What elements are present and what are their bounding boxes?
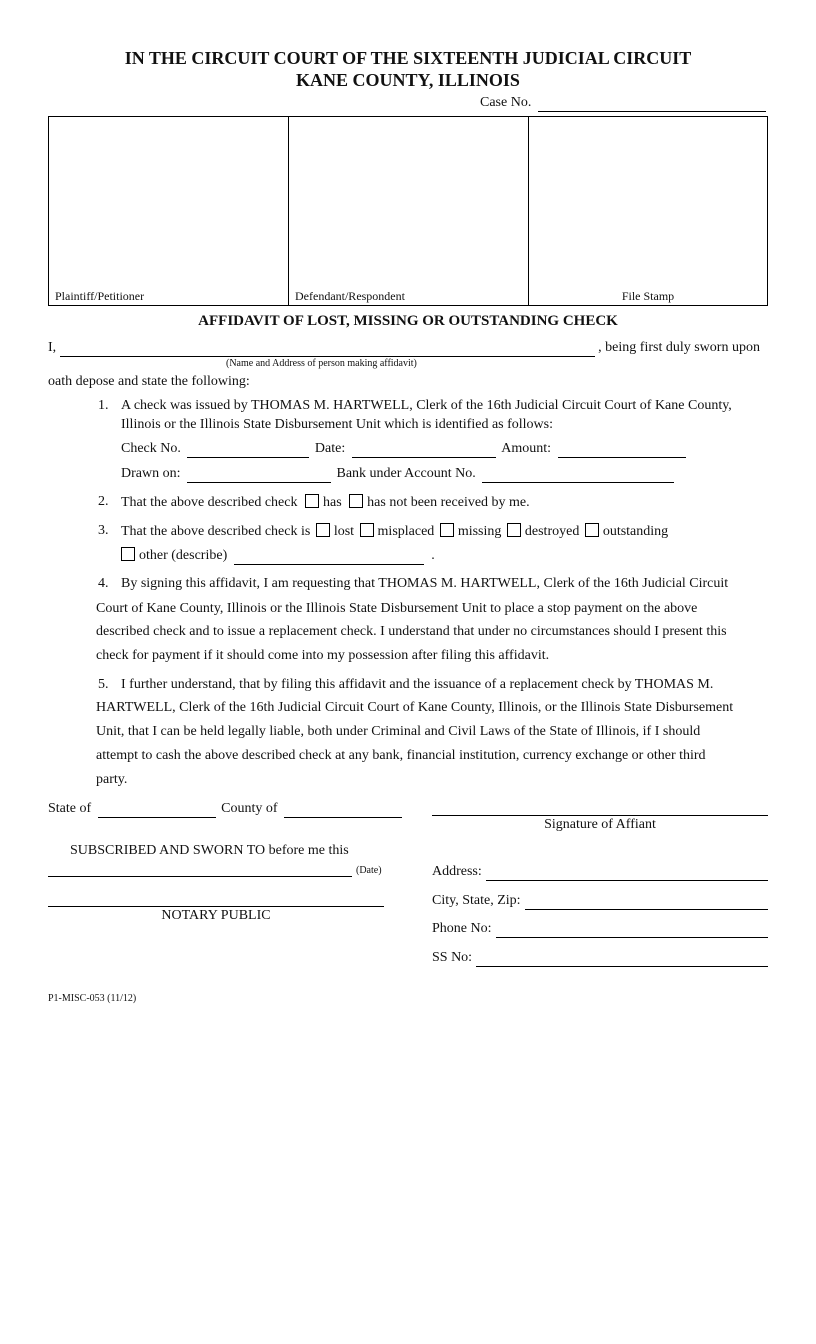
item5-line4: attempt to cash the above described check at any bank, financial institution, currency exchange or other third	[96, 748, 706, 763]
destroyed-label: destroyed	[524, 524, 580, 539]
address-row	[432, 864, 768, 881]
plaintiff-cell[interactable]	[49, 117, 289, 305]
misplaced-label: misplaced	[377, 524, 435, 539]
has-checkbox[interactable]	[305, 494, 319, 508]
item5-line2: HARTWELL, Clerk of the 16th Judicial Circuit Court of Kane County, Illinois, or the Illinois State Disbursement	[96, 700, 734, 715]
intro-row	[48, 340, 768, 357]
case-no-field[interactable]	[538, 95, 766, 112]
item5-line5: party.	[96, 772, 128, 787]
notary-signature-field[interactable]	[48, 892, 384, 907]
caption-box	[48, 116, 768, 306]
affiant-signature-label: Signature of Affiant	[544, 817, 656, 832]
has-not-checkbox[interactable]	[349, 494, 363, 508]
item1-line2: Illinois or the Illinois State Disbursement Unit which is identified as follows:	[121, 417, 554, 432]
item4-line2: Court of Kane County, Illinois or the Illinois State Disbursement Unit to place a stop payment on the above	[96, 601, 698, 616]
defendant-label: Defendant/Respondent	[295, 289, 405, 303]
item3-number: 3.	[98, 523, 109, 538]
lost-checkbox[interactable]	[316, 523, 330, 537]
item5-line3: Unit, that I can be held legally liable, both under Criminal and Civil Laws of the State of Illinois, if I should	[96, 724, 701, 739]
drawn-on-field[interactable]	[187, 466, 331, 483]
phone-label: Phone No:	[432, 921, 492, 936]
outstanding-checkbox[interactable]	[585, 523, 599, 537]
ss-label: SS No:	[432, 950, 473, 965]
phone-field[interactable]	[496, 921, 769, 938]
drawn-on-label: Drawn on:	[121, 466, 181, 481]
state-field[interactable]	[98, 801, 216, 818]
intro-suffix: , being first duly sworn upon	[598, 340, 760, 355]
item5-number: 5.	[98, 677, 109, 692]
item3-row	[121, 523, 668, 540]
address-field[interactable]	[486, 864, 768, 881]
city-row	[432, 893, 768, 910]
has-not-label: has not been received by me.	[367, 495, 530, 510]
address-label: Address:	[432, 864, 482, 879]
phone-row	[432, 921, 768, 938]
notary-label: NOTARY PUBLIC	[161, 908, 271, 923]
sworn-date-field[interactable]	[48, 862, 352, 877]
case-no-row	[480, 95, 766, 112]
intro-prefix: I,	[48, 340, 57, 355]
other-row	[121, 547, 435, 565]
other-describe-field[interactable]	[234, 548, 424, 565]
other-checkbox[interactable]	[121, 547, 135, 561]
item3-prefix: That the above described check is	[121, 524, 311, 539]
file-stamp-cell	[529, 117, 767, 305]
other-end: .	[431, 548, 435, 563]
name-caption: (Name and Address of person making affidavit)	[226, 358, 417, 369]
amount-field[interactable]	[558, 441, 686, 458]
outstanding-label: outstanding	[602, 524, 669, 539]
affidavit-title: AFFIDAVIT OF LOST, MISSING OR OUTSTANDING CHECK	[198, 313, 618, 329]
account-no-field[interactable]	[482, 466, 674, 483]
city-label: City, State, Zip:	[432, 893, 521, 908]
item4-line1: By signing this affidavit, I am requesting that THOMAS M. HARTWELL, Clerk of the 16th Judicial Circuit	[121, 576, 729, 591]
state-county-row	[48, 801, 402, 818]
missing-label: missing	[457, 524, 502, 539]
case-no-label: Case No.	[480, 95, 532, 110]
amount-label: Amount:	[501, 441, 551, 456]
lost-label: lost	[333, 524, 355, 539]
missing-checkbox[interactable]	[440, 523, 454, 537]
bank-account-label: Bank under Account No.	[336, 466, 476, 481]
item4-line3: described check and to issue a replacement check. I understand that under no circumstances should I present this	[96, 624, 727, 639]
drawn-on-row	[121, 466, 674, 483]
affiant-name-field[interactable]	[60, 340, 595, 357]
date-label: Date:	[314, 441, 346, 456]
item2-row	[121, 494, 530, 511]
ss-row	[432, 950, 768, 967]
has-label: has	[322, 495, 342, 510]
check-date-field[interactable]	[352, 441, 496, 458]
county-label: County of	[221, 801, 278, 816]
item2-number: 2.	[98, 494, 109, 509]
check-no-label: Check No.	[121, 441, 181, 456]
item4-number: 4.	[98, 576, 109, 591]
date-caption: (Date)	[356, 865, 382, 876]
item1-line1: A check was issued by THOMAS M. HARTWELL, Clerk of the 16th Judicial Circuit Court of Kane County,	[121, 398, 732, 413]
ss-field[interactable]	[476, 950, 768, 967]
file-stamp-label: File Stamp	[621, 289, 675, 303]
destroyed-checkbox[interactable]	[507, 523, 521, 537]
misplaced-checkbox[interactable]	[360, 523, 374, 537]
item5-line1: I further understand, that by filing this affidavit and the issuance of a replacement check by THOMAS M.	[121, 677, 714, 692]
item1-number: 1.	[98, 398, 109, 413]
plaintiff-label: Plaintiff/Petitioner	[55, 289, 145, 303]
county-title: KANE COUNTY, ILLINOIS	[296, 70, 520, 90]
sworn-label: SUBSCRIBED AND SWORN TO before me this	[70, 843, 349, 858]
oath-line: oath depose and state the following:	[48, 374, 250, 389]
court-title: IN THE CIRCUIT COURT OF THE SIXTEENTH JUDICIAL CIRCUIT	[124, 48, 692, 68]
defendant-cell[interactable]	[289, 117, 529, 305]
state-label: State of	[48, 801, 92, 816]
item4-line4: check for payment if it should come into my possession after filing this affidavit.	[96, 648, 550, 663]
affiant-signature-field[interactable]	[432, 800, 768, 816]
city-state-zip-field[interactable]	[525, 893, 768, 910]
form-code: P1-MISC-053 (11/12)	[48, 993, 137, 1004]
county-field[interactable]	[284, 801, 402, 818]
other-label: other (describe)	[139, 548, 228, 563]
check-details-row	[121, 441, 686, 458]
check-no-field[interactable]	[187, 441, 309, 458]
item2-prefix: That the above described check	[121, 495, 298, 510]
